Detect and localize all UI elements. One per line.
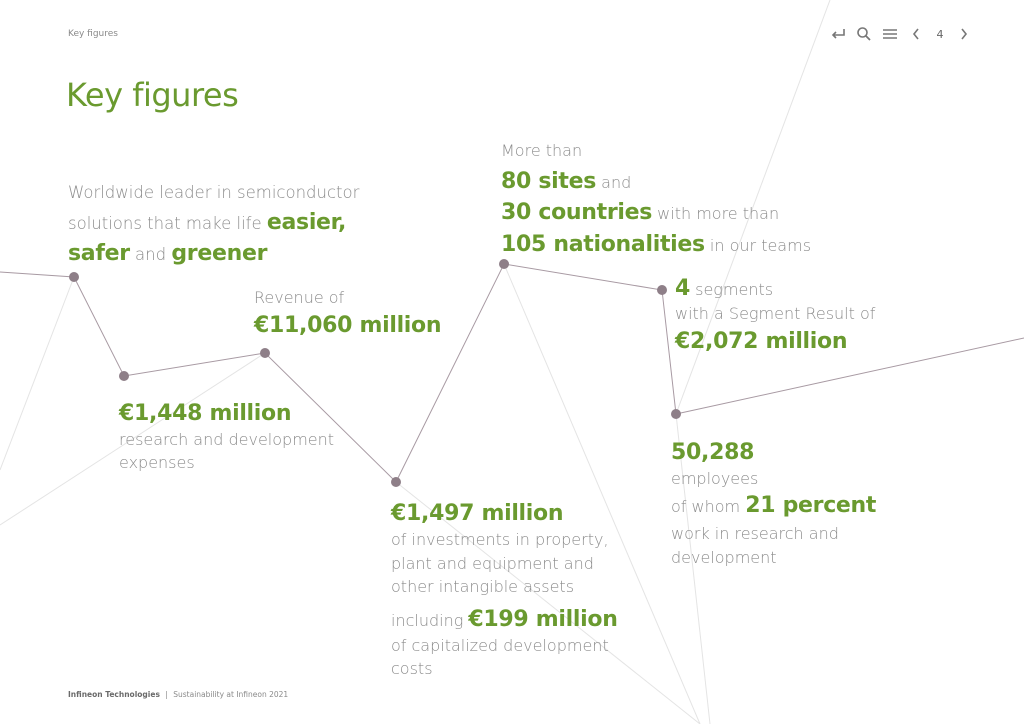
employees-label: employees: [671, 469, 759, 488]
revenue-value: €11,060 million: [254, 312, 442, 338]
rnd-block: [119, 400, 334, 474]
leader-easier: easier,: [266, 210, 347, 235]
employees-line-1: work in research and: [671, 524, 839, 543]
segments-line: with a Segment Result of: [675, 304, 876, 323]
search-icon[interactable]: [854, 24, 874, 44]
path-dot: [119, 371, 129, 381]
revenue-block: [254, 287, 441, 340]
footer-report: Sustainability at Infineon 2021: [173, 690, 289, 699]
segments-block: [675, 276, 875, 359]
path-dot: [671, 409, 681, 419]
return-icon[interactable]: [828, 24, 848, 44]
investments-line-5: costs: [391, 659, 433, 678]
chevron-right-icon[interactable]: [954, 24, 974, 44]
employees-value: 50,288: [671, 440, 755, 465]
background-line: [0, 277, 74, 470]
leader-safer: safer: [68, 241, 130, 266]
rnd-line-1: research and development: [119, 430, 335, 449]
investments-line-1: of investments in property,: [391, 530, 609, 549]
rnd-line-2: expenses: [119, 453, 195, 472]
segments-count: 4: [675, 276, 691, 301]
investments-value: €1,497 million: [391, 501, 564, 526]
sites-block: [501, 136, 811, 261]
sites-value: 80 sites: [501, 168, 597, 194]
investments-incl-prefix: including: [391, 610, 464, 630]
path-dot: [657, 285, 667, 295]
page-title: Key figures: [66, 76, 239, 114]
page-number: 4: [936, 27, 944, 41]
breadcrumb: Key figures: [68, 29, 118, 39]
segments-value: €2,072 million: [675, 329, 848, 354]
page-navigation: [828, 24, 974, 44]
investments-line-2: plant and equipment and: [391, 553, 594, 573]
path-dot: [260, 348, 270, 358]
investments-line-3: other intangible assets: [391, 577, 575, 596]
nationalities-value: 105 nationalities: [501, 231, 705, 257]
investments-incl-value: €199 million: [468, 606, 618, 632]
leader-line-1: Worldwide leader in semiconductor: [68, 183, 360, 202]
footer: [68, 690, 288, 699]
segments-suffix: segments: [695, 280, 774, 299]
path-dot: [69, 272, 79, 282]
countries-suffix: with more than: [657, 204, 780, 223]
menu-icon[interactable]: [880, 24, 900, 44]
revenue-label: Revenue of: [254, 288, 345, 307]
leader-block: [68, 178, 359, 270]
path-dot: [391, 477, 401, 487]
investments-block: [391, 499, 618, 681]
investments-line-4: of capitalized development: [391, 635, 609, 655]
countries-value: 30 countries: [501, 200, 653, 225]
footer-company: Infineon Technologies: [68, 690, 160, 699]
footer-separator: |: [165, 690, 168, 699]
leader-and: and: [135, 245, 167, 264]
rnd-value: €1,448 million: [119, 401, 292, 426]
employees-line-2: development: [671, 548, 777, 567]
sites-suffix: and: [601, 172, 632, 192]
chevron-left-icon[interactable]: [906, 24, 926, 44]
employees-block: [671, 439, 876, 570]
employees-prefix: of whom: [671, 497, 741, 516]
leader-line-2: solutions that make life: [68, 214, 262, 233]
employees-percent: 21 percent: [745, 493, 877, 518]
sites-intro: More than: [501, 141, 583, 160]
nationalities-suffix: in our teams: [709, 235, 812, 255]
leader-greener: greener: [171, 241, 268, 266]
